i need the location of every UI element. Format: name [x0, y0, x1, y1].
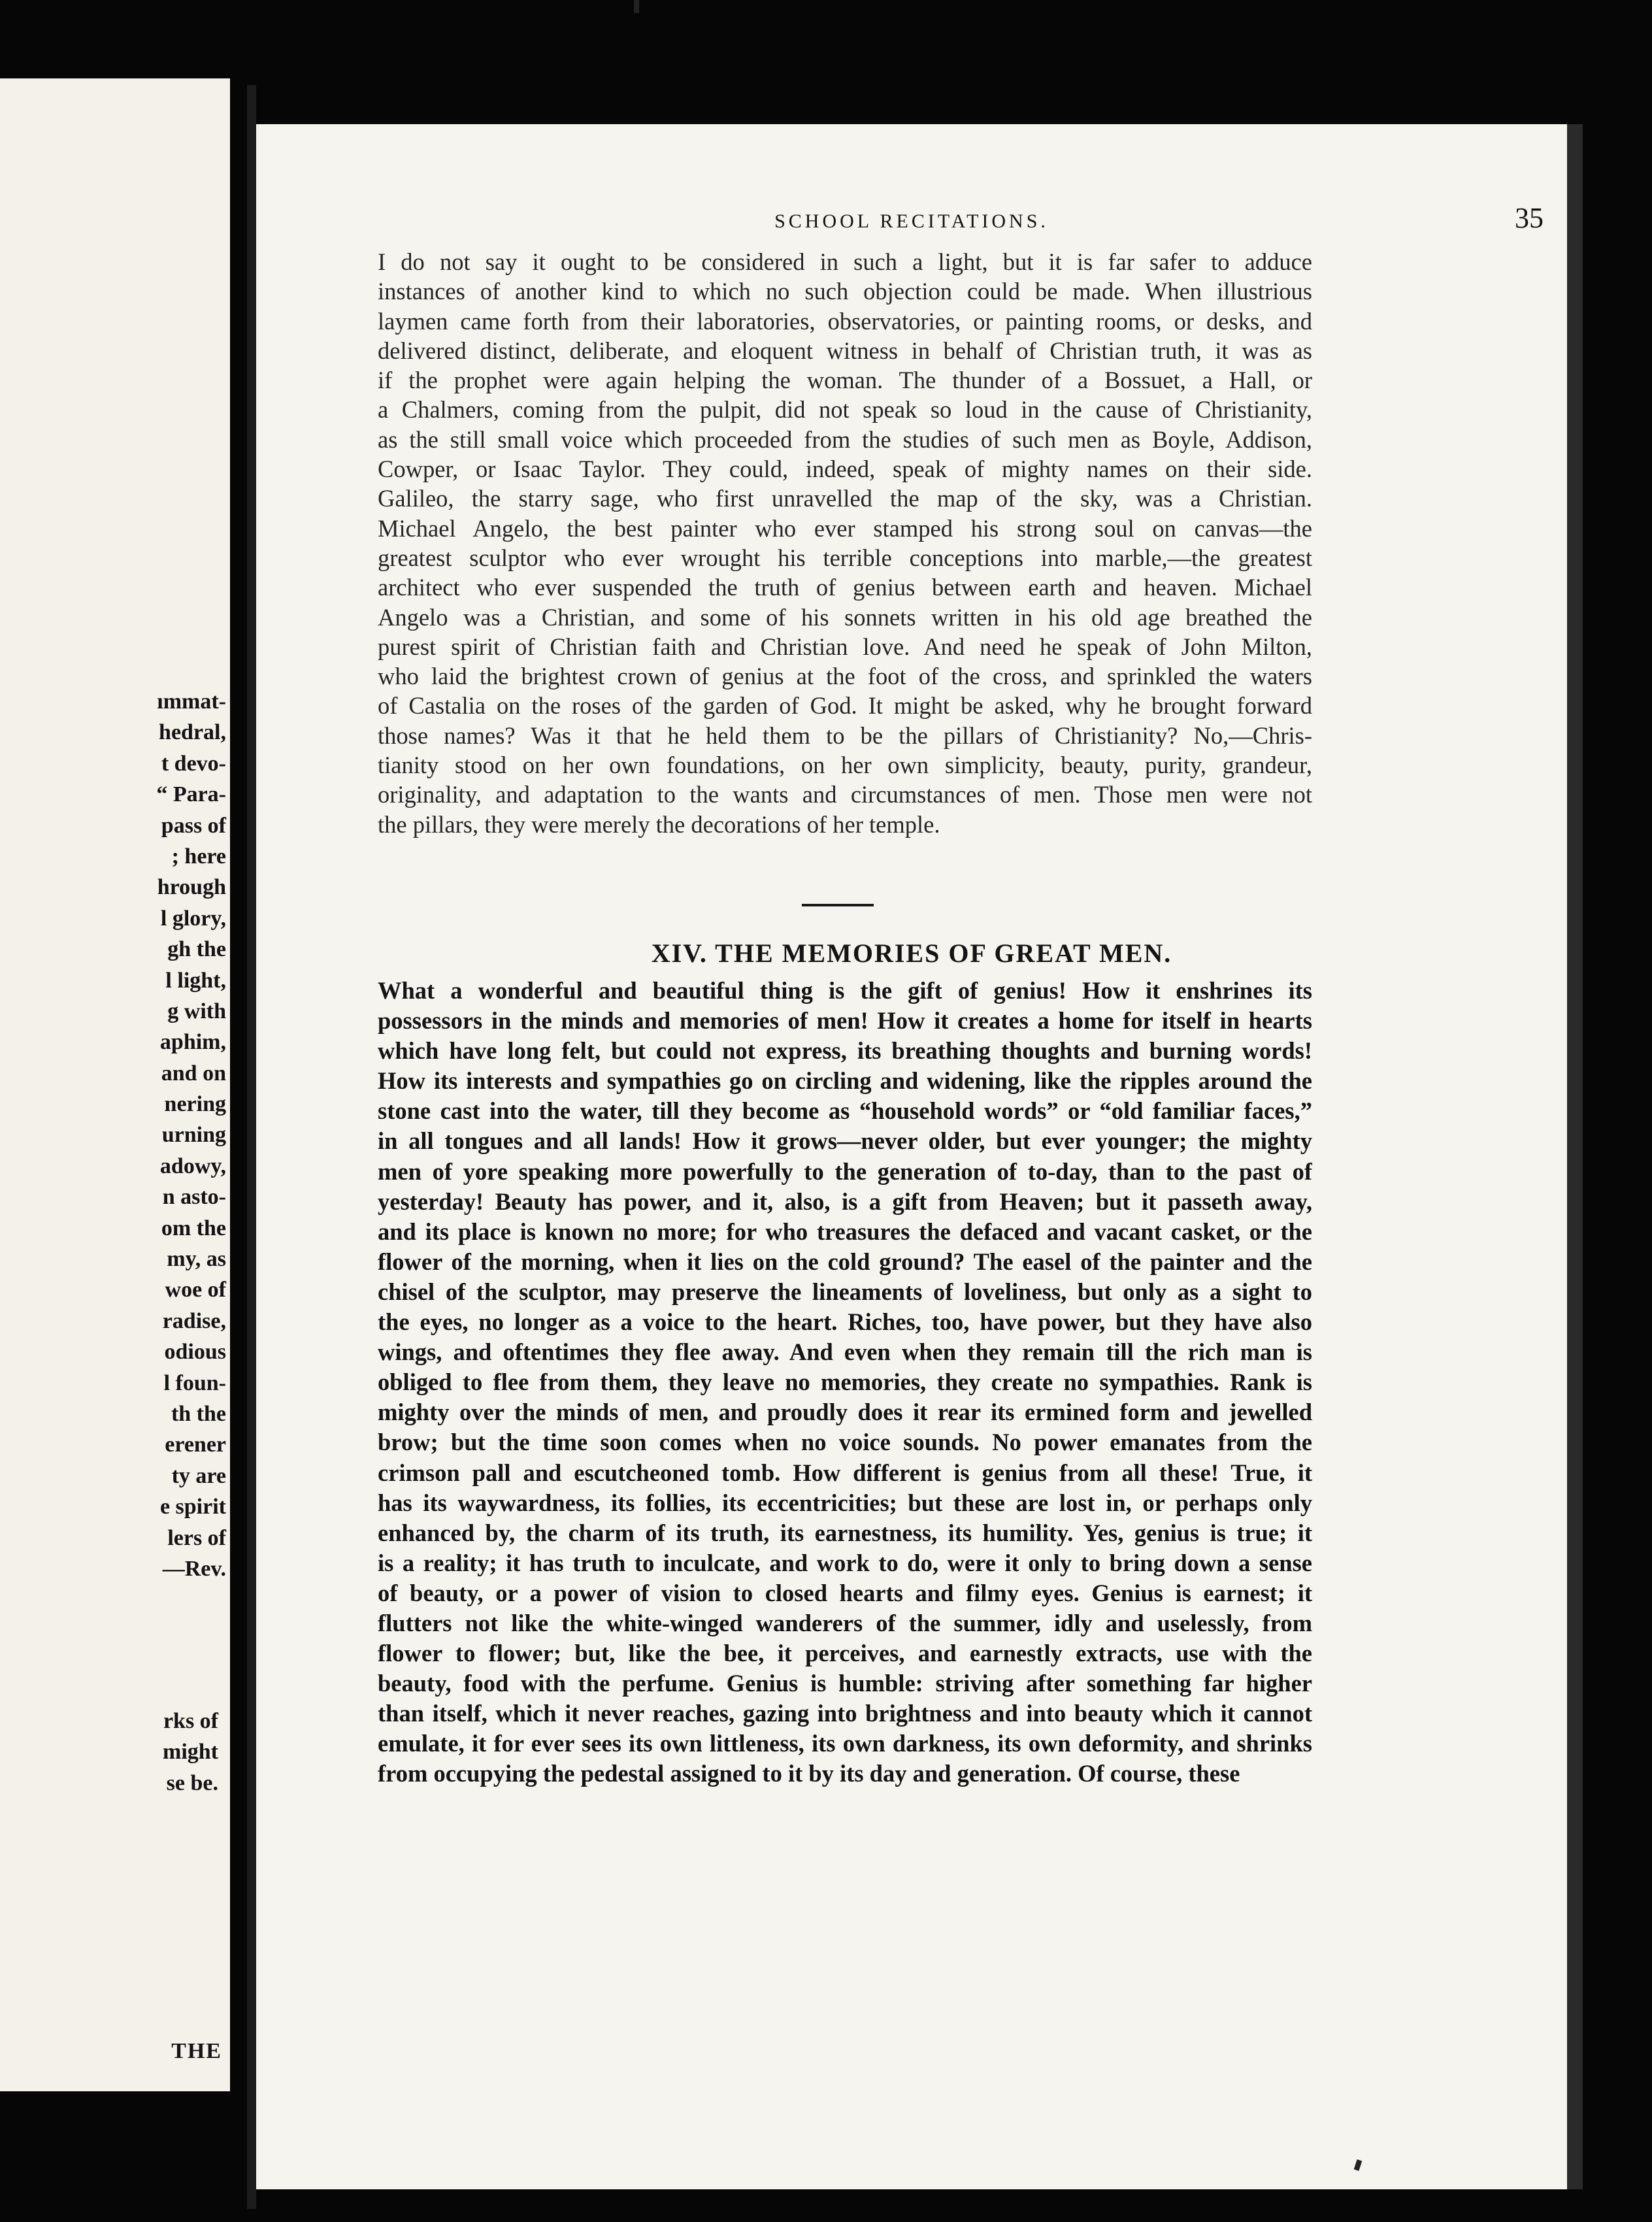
text-line: What a wonderful and beautiful thing is the gift of genius! How it enshrines its	[378, 977, 1312, 1004]
text-line: from occupying the pedestal assigned to it by its day and generation. Of course, these	[378, 1760, 1240, 1787]
text-line: instances of another kind to which no such objection could be made. When illustrious	[378, 278, 1312, 305]
facing-page-lower-text	[0, 1706, 222, 1799]
text-line: architect who ever suspended the truth of genius between earth and heaven. Michael	[378, 574, 1312, 601]
facing-page-line: odious	[164, 1340, 226, 1365]
text-line: the pillars, they were merely the decorations of her temple.	[378, 810, 940, 838]
text-line: obliged to flee from them, they leave no memories, they create no sympathies. Rank is	[378, 1368, 1312, 1396]
text-line: emulate, it for ever sees its own littleness, its own darkness, its own deformity, and shrinks	[378, 1730, 1312, 1757]
text-line: I do not say it ought to be considered in such a light, but it is far safer to adduce	[378, 248, 1312, 275]
facing-page-line: ; here	[171, 844, 226, 869]
text-line: in all tongues and all lands! How it grows—never older, but ever younger; the mighty	[378, 1127, 1312, 1155]
facing-page-line: n asto-	[162, 1185, 226, 1210]
text-line: delivered distinct, deliberate, and eloquent witness in behalf of Christian truth, it was as	[378, 337, 1312, 364]
facing-page-line: gh the	[167, 937, 226, 962]
facing-page-line: lers of	[167, 1525, 226, 1550]
gutter	[247, 85, 256, 2209]
text-line: if the prophet were again helping the woman. The thunder of a Bossuet, a Hall, or	[378, 367, 1312, 394]
text-line: originality, and adaptation to the wants and circumstances of men. Those men were not	[378, 781, 1312, 808]
text-line: the eyes, no longer as a voice to the heart. Riches, too, have power, but they have also	[378, 1308, 1312, 1336]
facing-page-line: erener	[165, 1433, 226, 1457]
text-line: a Chalmers, coming from the pulpit, did not speak so loud in the cause of Christianity,	[378, 396, 1312, 423]
ink-speck	[634, 0, 639, 13]
text-line: beauty, food with the perfume. Genius is humble: striving after something far higher	[378, 1670, 1312, 1697]
text-line: yesterday! Beauty has power, and it, also, is a gift from Heaven; but it passeth away,	[378, 1187, 1312, 1215]
top-paragraph	[378, 247, 1312, 839]
facing-page-line: ty are	[171, 1463, 226, 1488]
text-line: tianity stood on her own foundations, on her own simplicity, beauty, purity, grandeur,	[378, 752, 1312, 779]
text-line: enhanced by, the charm of its truth, its earnestness, its humility. Yes, genius is true; it	[378, 1519, 1312, 1546]
facing-page-line: might	[163, 1740, 218, 1765]
facing-page-line: my, as	[167, 1247, 226, 1272]
facing-page-line: and on	[161, 1061, 226, 1086]
text-line: flower to flower; but, like the bee, it perceives, and earnestly extracts, use with the	[378, 1640, 1312, 1667]
facing-page-line: rks of	[163, 1709, 218, 1733]
section-paragraph	[378, 976, 1312, 1789]
text-line: greatest sculptor who ever wrought his terrible conceptions into marble,—the greatest	[378, 544, 1312, 571]
text-line: has its waywardness, its follies, its eccentricities; but these are lost in, or perhaps only	[378, 1489, 1312, 1516]
facing-page-line: aphim,	[159, 1030, 226, 1055]
text-line: purest spirit of Christian faith and Christian love. And need he speak of John Milton,	[378, 633, 1312, 660]
text-line: men of yore speaking more powerfully to the generation of to-day, than to the past of	[378, 1157, 1312, 1185]
facing-page-text	[0, 686, 230, 1584]
facing-page-line: g with	[167, 999, 226, 1023]
text-line: wings, and oftentimes they flee away. And even when they remain till the rich man is	[378, 1338, 1312, 1366]
facing-page-line: adowy,	[159, 1153, 226, 1178]
facing-page-line: th the	[171, 1401, 226, 1426]
text-line: Galileo, the starry sage, who first unravelled the map of the sky, was a Christian.	[378, 485, 1312, 512]
text-line: which have long felt, but could not express, its breathing thoughts and burning words!	[378, 1037, 1312, 1065]
facing-page-line: woe of	[165, 1278, 226, 1302]
book-page	[256, 124, 1567, 2189]
text-line: flower of the morning, when it lies on the cold ground? The easel of the painter and the	[378, 1248, 1312, 1275]
text-line: crimson pall and escutcheoned tomb. How different is genius from all these! True, it	[378, 1459, 1312, 1486]
facing-page-line: l foun-	[163, 1370, 226, 1395]
text-line: Angelo was a Christian, and some of his sonnets written in his old age breathed the	[378, 603, 1312, 631]
text-line: who laid the brightest crown of genius at the foot of the cross, and sprinkled the waters	[378, 663, 1312, 690]
facing-page-heading-fragment: THE	[171, 2039, 222, 2063]
facing-page-line: nering	[164, 1092, 226, 1117]
text-line: and its place is known no more; for who treasures the defaced and vacant casket, or the	[378, 1218, 1312, 1245]
text-line: as the still small voice which proceeded from the studies of such men as Boyle, Addison,	[378, 425, 1312, 453]
facing-page-line: e spirit	[159, 1495, 226, 1519]
text-line: those names? Was it that he held them to be the pillars of Christianity? No,—Chris-	[378, 721, 1312, 749]
text-line: How its interests and sympathies go on circling and widening, like the ripples around the	[378, 1067, 1312, 1095]
facing-page-line: hrough	[157, 875, 226, 900]
page-edge-shadow	[1567, 124, 1583, 2189]
text-line: chisel of the sculptor, may preserve the lineaments of loveliness, but only as a sight to	[378, 1278, 1312, 1305]
running-head: SCHOOL RECITATIONS.	[774, 210, 1049, 232]
page-number: 35	[1515, 202, 1544, 234]
text-line: than itself, which it never reaches, gazing into brightness and into beauty which it cannot	[378, 1700, 1312, 1727]
facing-page-line: —Rev.	[162, 1556, 226, 1581]
facing-page-line: ımmat-	[157, 689, 226, 714]
facing-page-line: urning	[161, 1123, 226, 1148]
facing-page-line: se be.	[166, 1770, 218, 1795]
facing-page-line: l light,	[165, 968, 226, 993]
facing-page-line: pass of	[161, 813, 226, 838]
section-title: XIV. THE MEMORIES OF GREAT MEN.	[651, 938, 1172, 968]
text-line: possessors in the minds and memories of men! How it creates a home for itself in hearts	[378, 1007, 1312, 1035]
text-line: of Castalia on the roses of the garden of God. It might be asked, why he brought forward	[378, 692, 1312, 720]
text-line: stone cast into the water, till they become as “household words” or “old familiar faces,”	[378, 1097, 1312, 1125]
facing-page-line: t devo-	[161, 751, 226, 776]
text-line: flutters not like the white-winged wanderers of the summer, idly and uselessly, from	[378, 1609, 1312, 1636]
facing-page-line: “ Para-	[156, 782, 226, 807]
facing-page-line: radise,	[162, 1308, 226, 1333]
text-line: of beauty, or a power of vision to closed hearts and filmy eyes. Genius is earnest; it	[378, 1579, 1312, 1606]
text-line: is a reality; it has truth to inculcate, and work to do, were it only to bring down a sense	[378, 1549, 1312, 1576]
text-line: brow; but the time soon comes when no voice sounds. No power emanates from the	[378, 1429, 1312, 1456]
text-line: laymen came forth from their laboratories, observatories, or painting rooms, or desks, and	[378, 307, 1312, 335]
facing-page-line: om the	[161, 1216, 226, 1240]
text-line: Cowper, or Isaac Taylor. They could, indeed, speak of mighty names on their side.	[378, 456, 1312, 483]
facing-page-line: l glory,	[160, 906, 226, 931]
text-line: mighty over the minds of men, and proudly does it rear its ermined form and jewelled	[378, 1399, 1312, 1426]
facing-page-line: hedral,	[159, 720, 226, 745]
section-divider	[802, 904, 874, 906]
text-line: Michael Angelo, the best painter who ever stamped his strong soul on canvas—the	[378, 514, 1312, 542]
